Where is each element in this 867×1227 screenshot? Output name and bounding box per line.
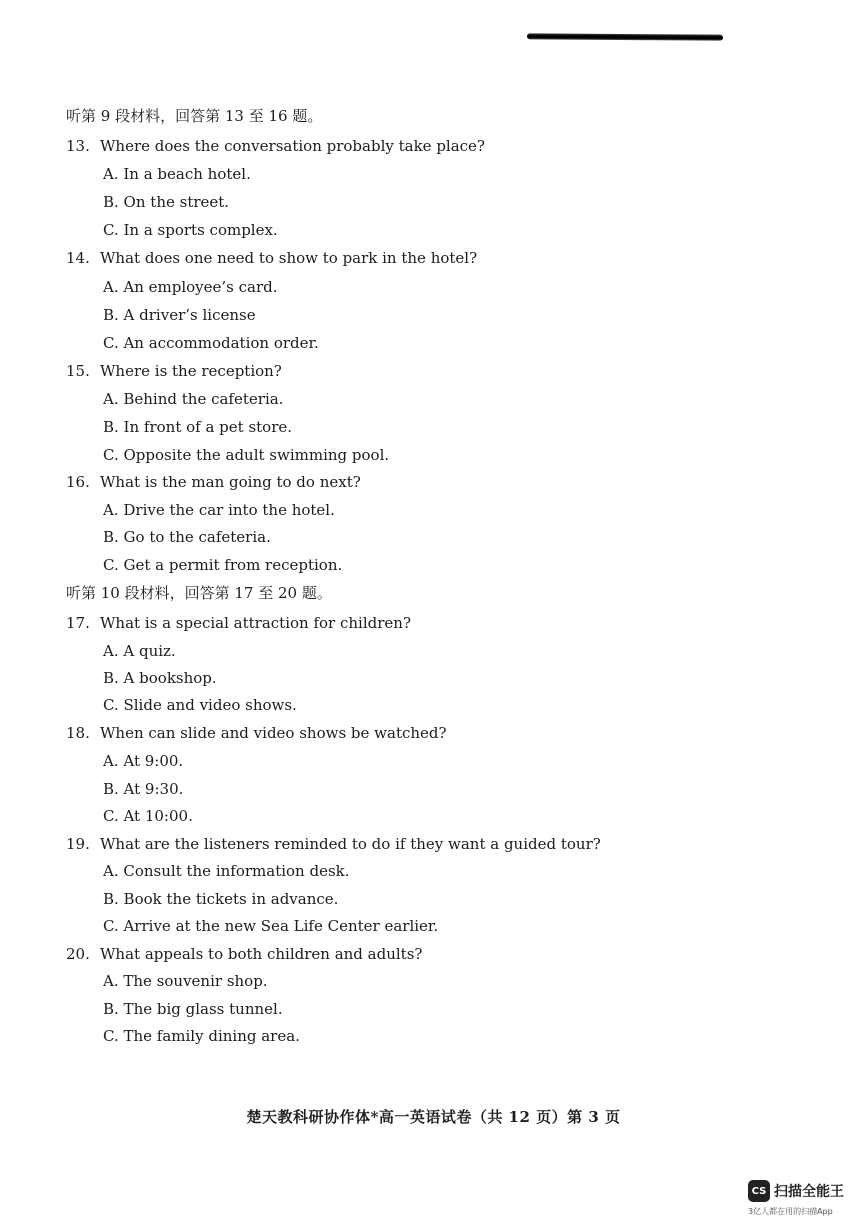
option: B. A bookshop. [103,669,217,687]
page-footer: 楚天教科研协作体*高一英语试卷（共 12 页）第 3 页 [246,1108,621,1126]
option: A. Drive the car into the hotel. [103,501,335,519]
option: A. Behind the cafeteria. [103,390,284,408]
option: C. An accommodation order. [103,334,319,352]
scanner-watermark [748,1178,844,1204]
camscanner-logo-icon: CS [748,1180,770,1202]
option: C. In a sports complex. [103,221,278,239]
watermark-text: 扫描全能王 [774,1184,844,1200]
question-13: 13. Where does the conversation probably take place? [66,137,485,155]
option: B. Book the tickets in advance. [103,890,339,908]
scan-artifact-bar [527,33,723,40]
option: C. Slide and video shows. [103,696,297,714]
question-16: 16. What is the man going to do next? [66,473,361,491]
option: A. The souvenir shop. [103,972,268,990]
question-15: 15. Where is the reception? [66,362,282,380]
option: A. In a beach hotel. [103,165,251,183]
section-heading: 听第 9 段材料，回答第 13 至 16 题。 [66,107,323,125]
option: B. A driver’s license [103,306,256,324]
question-17: 17. What is a special attraction for children? [66,614,412,632]
option: C. The family dining area. [103,1027,300,1045]
option: B. In front of a pet store. [103,418,293,436]
option: A. At 9:00. [103,752,184,770]
question-20: 20. What appeals to both children and adults? [66,945,423,963]
option: B. The big glass tunnel. [103,1000,283,1018]
option: B. At 9:30. [103,780,184,798]
option: A. Consult the information desk. [103,862,350,880]
option: B. On the street. [103,193,230,211]
section-heading: 听第 10 段材料，回答第 17 至 20 题。 [66,584,332,602]
question-14: 14. What does one need to show to park in the hotel? [66,249,478,267]
watermark-subtext: 3亿人都在用的扫描App [748,1207,833,1216]
option: A. A quiz. [103,642,176,660]
option: C. At 10:00. [103,807,193,825]
option: B. Go to the cafeteria. [103,528,271,546]
option: C. Get a permit from reception. [103,556,343,574]
question-19: 19. What are the listeners reminded to do if they want a guided tour? [66,835,601,853]
option: A. An employee’s card. [103,278,278,296]
option: C. Opposite the adult swimming pool. [103,446,390,464]
question-18: 18. When can slide and video shows be watched? [66,724,447,742]
option: C. Arrive at the new Sea Life Center earlier. [103,917,439,935]
